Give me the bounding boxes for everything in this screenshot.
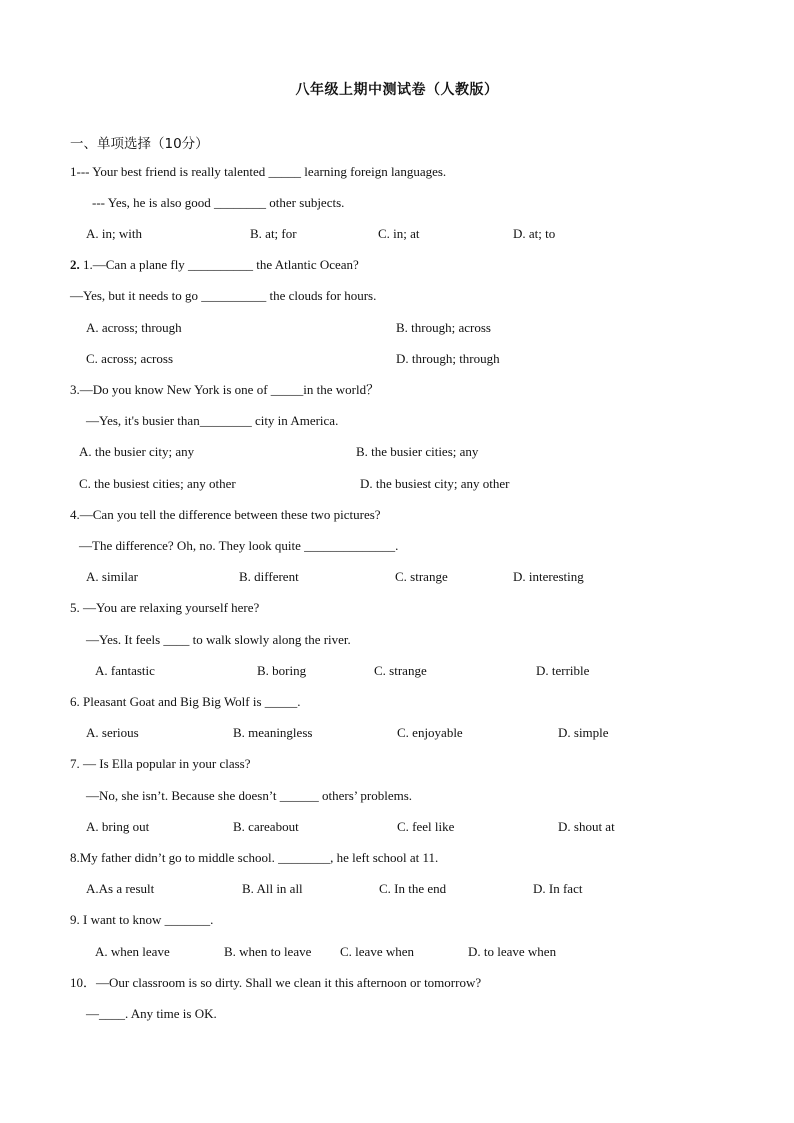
section-heading: 一、单项选择（10分） — [70, 136, 209, 152]
q6-option-b: B. meaningless — [233, 725, 313, 740]
q5-option-c: C. strange — [374, 663, 427, 678]
q5-option-d: D. terrible — [536, 663, 590, 678]
q5-reply: —Yes. It feels ____ to walk slowly along the river. — [86, 632, 351, 647]
q3-option-b: B. the busier cities; any — [356, 444, 479, 459]
q2-option-c: C. across; across — [86, 351, 174, 366]
q8-option-b: B. All in all — [242, 881, 303, 896]
q6-option-a: A. serious — [86, 725, 139, 740]
q4-option-b: B. different — [239, 569, 299, 584]
q1-option-c: C. in; at — [378, 226, 420, 241]
q7-option-b: B. careabout — [233, 819, 299, 834]
q1-reply: --- Yes, he is also good ________ other subjects. — [92, 195, 345, 210]
q7-option-d: D. shout at — [558, 819, 615, 834]
q3-reply: —Yes, it's busier than________ city in America. — [86, 413, 339, 428]
q4-stem: 4.—Can you tell the difference between these two pictures? — [70, 507, 381, 522]
q6-stem: 6. Pleasant Goat and Big Big Wolf is _____. — [70, 694, 301, 709]
q9-option-d: D. to leave when — [468, 944, 557, 959]
q6-option-d: D. simple — [558, 725, 609, 740]
q4-option-d: D. interesting — [513, 569, 584, 584]
q2-option-b: B. through; across — [396, 320, 491, 335]
q9-stem: 9. I want to know _______. — [70, 912, 214, 927]
q5-stem: 5. —You are relaxing yourself here? — [70, 600, 260, 615]
q7-reply: —No, she isn’t. Because she doesn’t ______ others’ problems. — [86, 788, 413, 803]
q2-stem-line — [70, 256, 359, 274]
q8-option-c: C. In the end — [379, 881, 447, 896]
q10-reply: —____. Any time is OK. — [86, 1006, 217, 1021]
q8-option-a: A.As a result — [86, 881, 155, 896]
q4-option-c: C. strange — [395, 569, 448, 584]
page-title: 八年级上期中测试卷（人教版） — [295, 82, 499, 98]
q9-option-a: A. when leave — [95, 944, 170, 959]
q3-option-a: A. the busier city; any — [79, 444, 195, 459]
q3-option-d: D. the busiest city; any other — [360, 476, 510, 491]
q2-option-a: A. across; through — [86, 320, 182, 335]
q3-option-c: C. the busiest cities; any other — [79, 476, 236, 491]
q8-option-d: D. In fact — [533, 881, 583, 896]
q4-option-a: A. similar — [86, 569, 138, 584]
q1-option-b: B. at; for — [250, 226, 297, 241]
q1-stem: 1--- Your best friend is really talented _____ learning foreign languages. — [70, 164, 447, 179]
q7-stem: 7. — Is Ella popular in your class? — [70, 756, 251, 771]
q2-stem: 1.—Can a plane fly __________ the Atlantic Ocean? — [83, 257, 359, 272]
q5-option-a: A. fantastic — [95, 663, 155, 678]
q7-option-a: A. bring out — [86, 819, 150, 834]
q4-reply: —The difference? Oh, no. They look quite ______________. — [79, 538, 399, 553]
q5-option-b: B. boring — [257, 663, 307, 678]
q9-option-b: B. when to leave — [224, 944, 312, 959]
q9-option-c: C. leave when — [340, 944, 415, 959]
q3-stem: 3.—Do you know New York is one of _____in the world？ — [70, 382, 380, 397]
q10-stem: 10．—Our classroom is so dirty. Shall we clean it this afternoon or tomorrow? — [70, 975, 482, 990]
q1-option-a: A. in; with — [86, 226, 142, 241]
q2-reply: —Yes, but it needs to go __________ the clouds for hours. — [70, 288, 377, 303]
q7-option-c: C. feel like — [397, 819, 455, 834]
q1-option-d: D. at; to — [513, 226, 556, 241]
q2-number: 2. — [70, 257, 80, 272]
q8-stem: 8.My father didn’t go to middle school. ________, he left school at 11. — [70, 850, 439, 865]
q2-option-d: D. through; through — [396, 351, 500, 366]
q6-option-c: C. enjoyable — [397, 725, 463, 740]
